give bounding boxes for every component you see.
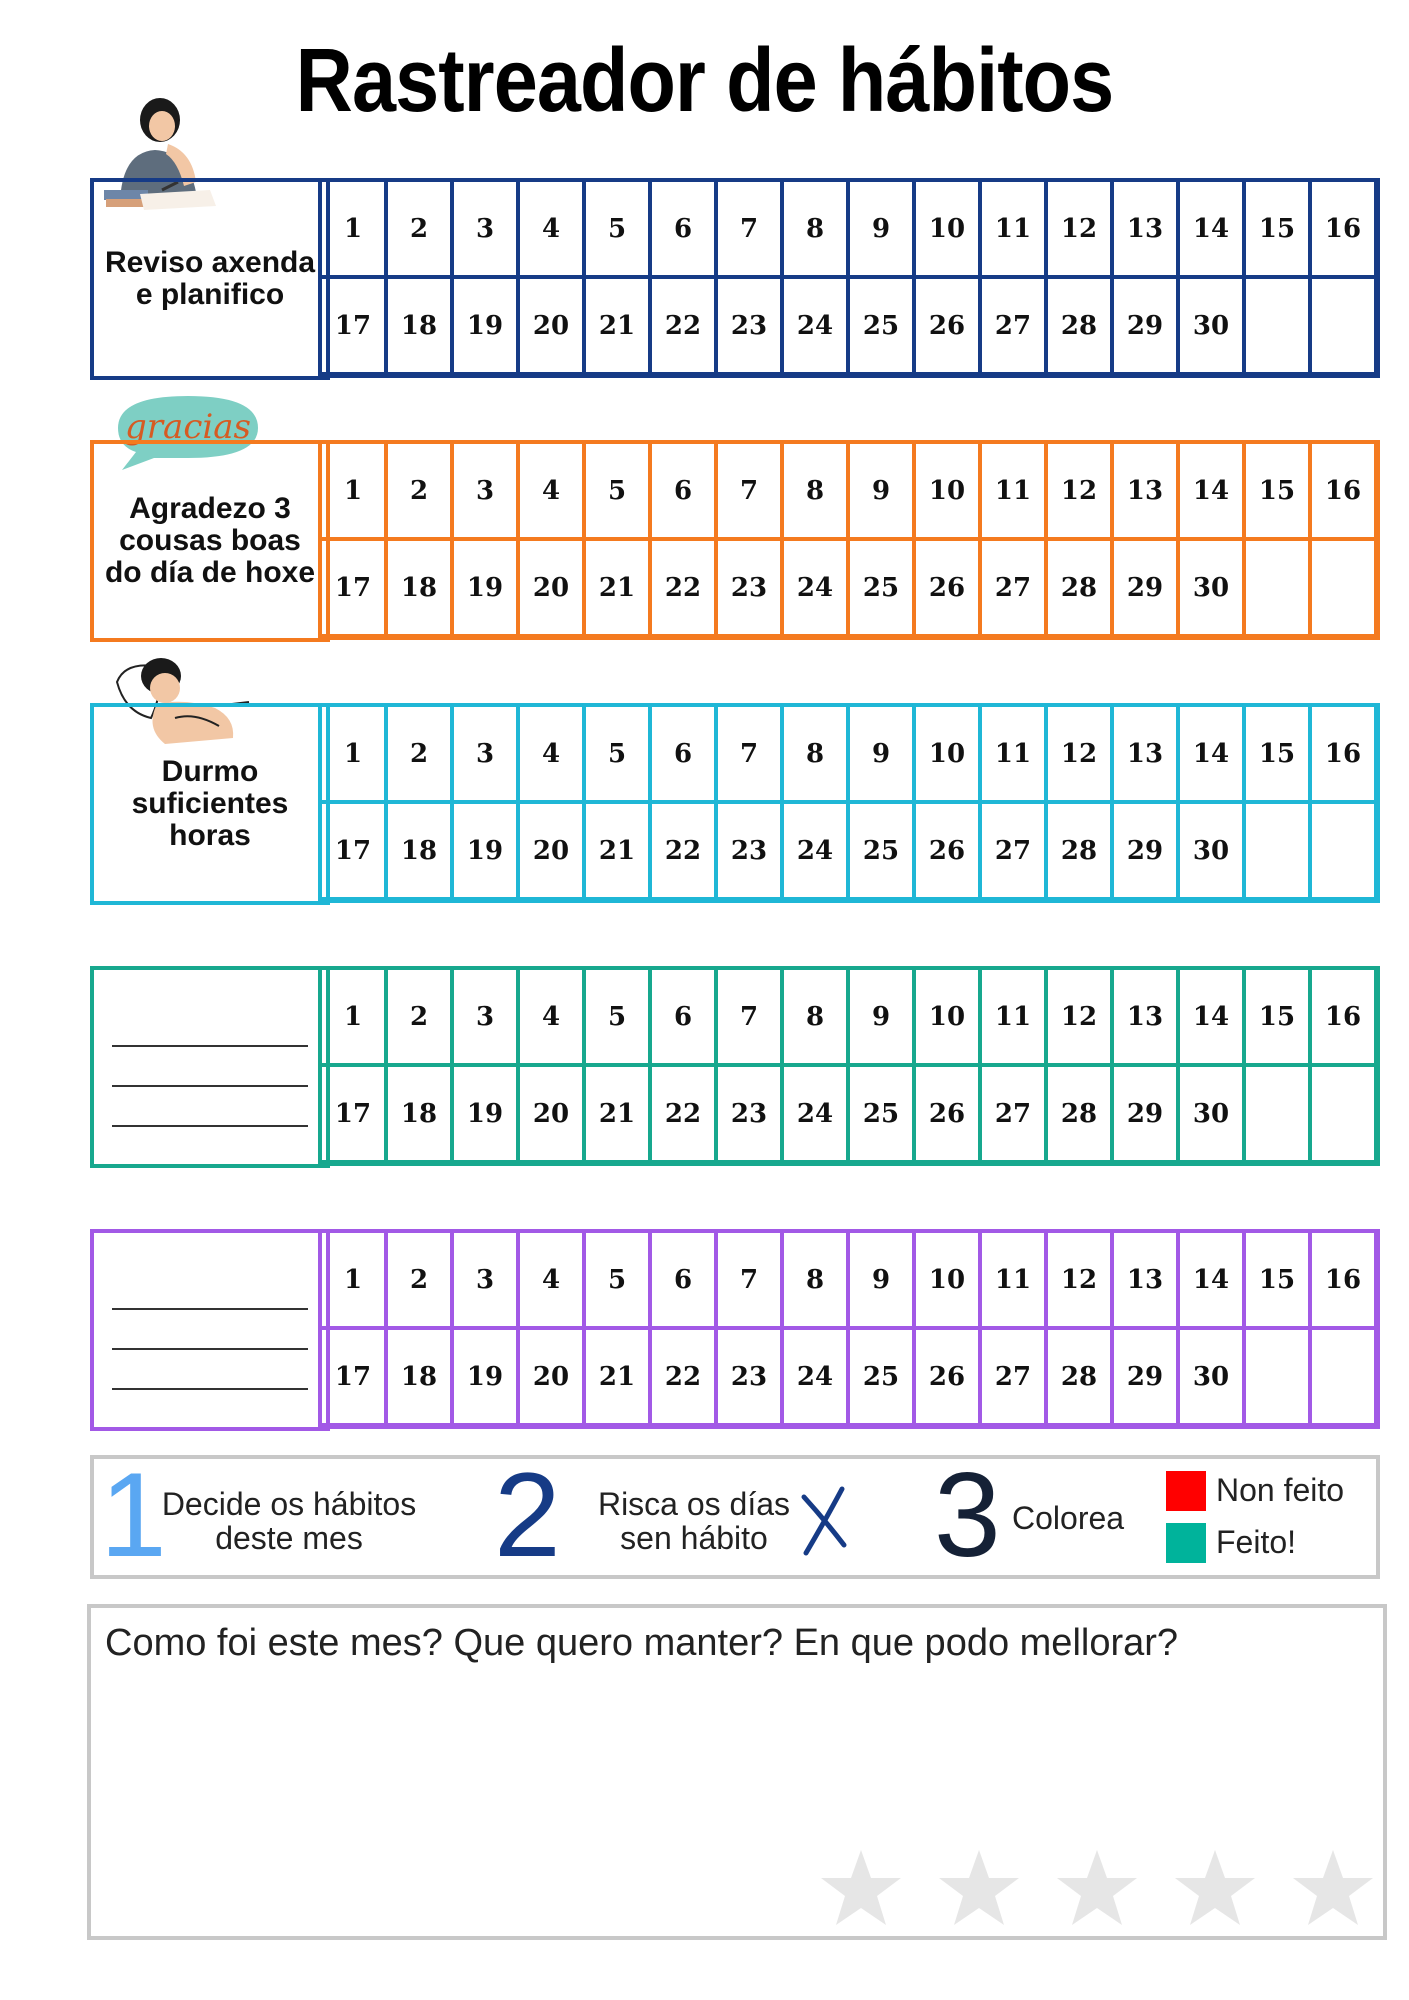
day-cell[interactable]: 26 [916,1330,982,1427]
reflection-question: Como foi este mes? Que quero manter? En que podo mellorar? [105,1622,1179,1664]
habit-tracker-3 [90,703,1380,903]
day-cell[interactable]: 18 [388,279,454,376]
done-swatch [1166,1523,1206,1563]
day-cell[interactable]: 14 [1180,1233,1246,1330]
day-cell[interactable]: 7 [718,970,784,1067]
day-cell[interactable]: 29 [1114,1330,1180,1427]
day-cell[interactable]: 19 [454,279,520,376]
day-cell[interactable]: 14 [1180,444,1246,541]
day-cell[interactable]: 19 [454,541,520,638]
day-cell[interactable]: 11 [982,444,1048,541]
step-1-text: Decide os hábitos deste mes [161,1486,417,1556]
day-cell[interactable]: 25 [850,804,916,901]
day-cell[interactable]: 26 [916,804,982,901]
day-cell[interactable]: 1 [322,1233,388,1330]
day-cell[interactable]: 20 [520,1330,586,1427]
day-cell[interactable]: 3 [454,1233,520,1330]
day-cell[interactable]: 22 [652,804,718,901]
day-cell[interactable] [1312,1330,1378,1427]
star-icon[interactable] [1173,1848,1257,1928]
gracias-text: gracias [125,407,251,447]
day-cell[interactable]: 5 [586,182,652,279]
day-cell[interactable]: 28 [1048,1330,1114,1427]
day-cell[interactable]: 26 [916,1067,982,1164]
day-cell[interactable]: 21 [586,1067,652,1164]
day-cell[interactable]: 11 [982,707,1048,804]
day-cell[interactable]: 12 [1048,182,1114,279]
instructions-legend [90,1448,1380,1582]
day-cell[interactable]: 9 [850,1233,916,1330]
day-cell[interactable]: 27 [982,279,1048,376]
day-cell[interactable]: 6 [652,707,718,804]
day-cell[interactable]: 19 [454,1330,520,1427]
day-grid [318,703,1380,903]
day-cell[interactable]: 30 [1180,1067,1246,1164]
day-grid [318,966,1380,1166]
day-cell[interactable]: 7 [718,707,784,804]
page-title: Rastreador de hábitos [295,31,1114,131]
day-cell[interactable]: 29 [1114,804,1180,901]
day-cell[interactable]: 7 [718,1233,784,1330]
day-cell[interactable]: 25 [850,279,916,376]
day-cell[interactable]: 6 [652,970,718,1067]
day-cell[interactable]: 6 [652,444,718,541]
day-cell[interactable]: 15 [1246,707,1312,804]
day-cell[interactable]: 3 [454,444,520,541]
day-cell[interactable]: 16 [1312,707,1378,804]
day-cell[interactable]: 21 [586,1330,652,1427]
day-cell[interactable]: 30 [1180,541,1246,638]
day-cell[interactable]: 23 [718,804,784,901]
day-cell[interactable]: 14 [1180,707,1246,804]
day-cell[interactable]: 11 [982,182,1048,279]
day-cell[interactable]: 4 [520,182,586,279]
day-cell[interactable]: 24 [784,804,850,901]
day-cell[interactable]: 28 [1048,541,1114,638]
day-cell[interactable]: 20 [520,1067,586,1164]
blank-habit-lines[interactable] [100,1270,320,1390]
day-grid [318,1229,1380,1429]
day-cell[interactable]: 29 [1114,1067,1180,1164]
day-cell[interactable]: 2 [388,970,454,1067]
not-done-label: Non feito [1216,1472,1345,1508]
day-cell[interactable]: 5 [586,444,652,541]
day-cell[interactable]: 25 [850,1067,916,1164]
day-cell[interactable]: 17 [322,1067,388,1164]
day-cell[interactable]: 14 [1180,182,1246,279]
day-cell[interactable]: 12 [1048,1233,1114,1330]
day-cell[interactable]: 6 [652,1233,718,1330]
habit-label-box[interactable] [90,178,330,380]
day-cell[interactable]: 21 [586,279,652,376]
day-cell[interactable]: 3 [454,707,520,804]
day-cell[interactable]: 16 [1312,1233,1378,1330]
day-cell[interactable]: 28 [1048,1067,1114,1164]
day-cell[interactable]: 21 [586,541,652,638]
day-cell[interactable] [1246,541,1312,638]
step-3-number: 3 [934,1448,1001,1582]
habit-label-box[interactable] [90,703,330,905]
day-cell[interactable]: 2 [388,182,454,279]
day-cell[interactable]: 26 [916,541,982,638]
day-cell[interactable]: 8 [784,707,850,804]
day-cell[interactable] [1246,279,1312,376]
day-cell[interactable] [1246,1067,1312,1164]
day-cell[interactable]: 24 [784,279,850,376]
day-cell[interactable]: 24 [784,1330,850,1427]
habit-tracker-5 [90,1229,1380,1429]
day-cell[interactable]: 8 [784,970,850,1067]
day-cell[interactable]: 12 [1048,444,1114,541]
day-cell[interactable]: 8 [784,182,850,279]
day-cell[interactable]: 10 [916,182,982,279]
day-cell[interactable]: 16 [1312,970,1378,1067]
habit-label: Reviso axenda e planifico [104,246,316,311]
day-cell[interactable]: 2 [388,1233,454,1330]
day-cell[interactable]: 22 [652,1330,718,1427]
day-cell[interactable]: 12 [1048,970,1114,1067]
day-cell[interactable]: 5 [586,707,652,804]
day-cell[interactable]: 9 [850,970,916,1067]
day-cell[interactable]: 8 [784,444,850,541]
day-cell[interactable]: 14 [1180,970,1246,1067]
day-cell[interactable]: 15 [1246,1233,1312,1330]
day-cell[interactable]: 20 [520,541,586,638]
day-cell[interactable]: 25 [850,541,916,638]
day-cell[interactable]: 18 [388,804,454,901]
habit-label-box[interactable] [90,966,330,1168]
day-cell[interactable]: 20 [520,804,586,901]
day-cell[interactable]: 27 [982,541,1048,638]
day-cell[interactable]: 19 [454,804,520,901]
rating-stars [819,1848,1375,1928]
day-cell[interactable]: 18 [388,1067,454,1164]
day-cell[interactable] [1312,541,1378,638]
day-cell[interactable] [1312,1067,1378,1164]
day-cell[interactable]: 2 [388,707,454,804]
day-cell[interactable]: 17 [322,541,388,638]
day-cell[interactable]: 18 [388,541,454,638]
day-cell[interactable]: 4 [520,1233,586,1330]
day-cell[interactable]: 17 [322,1330,388,1427]
star-icon[interactable] [937,1848,1021,1928]
day-cell[interactable]: 22 [652,541,718,638]
day-cell[interactable]: 6 [652,182,718,279]
day-cell[interactable]: 15 [1246,444,1312,541]
day-cell[interactable]: 27 [982,1067,1048,1164]
day-cell[interactable]: 30 [1180,804,1246,901]
day-cell[interactable]: 21 [586,804,652,901]
day-cell[interactable]: 7 [718,444,784,541]
day-cell[interactable]: 20 [520,279,586,376]
day-cell[interactable]: 1 [322,707,388,804]
day-cell[interactable]: 13 [1114,707,1180,804]
day-cell[interactable]: 3 [454,970,520,1067]
step-2-text: Risca os días sen hábito [597,1486,791,1556]
day-cell[interactable]: 28 [1048,279,1114,376]
blank-habit-lines[interactable] [100,1007,320,1127]
day-cell[interactable]: 22 [652,279,718,376]
day-cell[interactable]: 10 [916,444,982,541]
day-cell[interactable]: 9 [850,444,916,541]
cross-out-icon [794,1479,854,1559]
day-cell[interactable]: 30 [1180,1330,1246,1427]
day-cell[interactable]: 7 [718,182,784,279]
habit-tracker-4 [90,966,1380,1166]
monthly-reflection-box[interactable] [87,1604,1387,1940]
day-cell[interactable]: 11 [982,970,1048,1067]
day-cell[interactable]: 27 [982,804,1048,901]
day-cell[interactable]: 27 [982,1330,1048,1427]
day-cell[interactable]: 16 [1312,182,1378,279]
done-label: Feito! [1216,1524,1297,1560]
day-cell[interactable]: 28 [1048,804,1114,901]
day-cell[interactable]: 24 [784,1067,850,1164]
day-cell[interactable]: 17 [322,804,388,901]
day-cell[interactable]: 17 [322,279,388,376]
day-cell[interactable]: 23 [718,541,784,638]
day-cell[interactable]: 10 [916,1233,982,1330]
day-cell[interactable] [1246,1330,1312,1427]
day-cell[interactable]: 13 [1114,444,1180,541]
day-cell[interactable] [1246,804,1312,901]
star-icon[interactable] [1055,1848,1139,1928]
day-grid [318,440,1380,640]
day-cell[interactable]: 5 [586,970,652,1067]
day-cell[interactable]: 10 [916,707,982,804]
day-cell[interactable]: 13 [1114,970,1180,1067]
day-cell[interactable]: 4 [520,707,586,804]
day-cell[interactable]: 18 [388,1330,454,1427]
star-icon[interactable] [1291,1848,1375,1928]
day-cell[interactable]: 10 [916,970,982,1067]
day-cell[interactable]: 24 [784,541,850,638]
step-3-text: Colorea [1012,1500,1125,1536]
day-cell[interactable]: 30 [1180,279,1246,376]
habit-label-box[interactable] [90,1229,330,1431]
day-cell[interactable]: 11 [982,1233,1048,1330]
day-cell[interactable]: 16 [1312,444,1378,541]
day-cell[interactable]: 26 [916,279,982,376]
day-cell[interactable]: 23 [718,1330,784,1427]
habit-label-box[interactable] [90,440,330,642]
day-cell[interactable]: 23 [718,1067,784,1164]
day-cell[interactable]: 1 [322,970,388,1067]
day-cell[interactable]: 19 [454,1067,520,1164]
day-cell[interactable]: 1 [322,182,388,279]
day-cell[interactable]: 29 [1114,541,1180,638]
day-cell[interactable]: 2 [388,444,454,541]
habit-label: Durmo suficientes horas [131,755,289,852]
day-cell[interactable] [1312,804,1378,901]
day-cell[interactable]: 13 [1114,182,1180,279]
day-cell[interactable]: 15 [1246,182,1312,279]
star-icon[interactable] [819,1848,903,1928]
not-done-swatch [1166,1471,1206,1511]
day-cell[interactable]: 8 [784,1233,850,1330]
day-cell[interactable]: 9 [850,707,916,804]
day-cell[interactable] [1312,279,1378,376]
day-cell[interactable]: 1 [322,444,388,541]
day-cell[interactable]: 13 [1114,1233,1180,1330]
day-cell[interactable]: 29 [1114,279,1180,376]
day-cell[interactable]: 15 [1246,970,1312,1067]
step-1-number: 1 [100,1448,167,1582]
day-cell[interactable]: 5 [586,1233,652,1330]
day-cell[interactable]: 25 [850,1330,916,1427]
day-cell[interactable]: 23 [718,279,784,376]
day-grid [318,178,1380,378]
day-cell[interactable]: 4 [520,970,586,1067]
habit-tracker-2 [90,440,1380,640]
day-cell[interactable]: 12 [1048,707,1114,804]
habit-label: Agradezo 3 cousas boas do día de hoxe [104,492,316,589]
day-cell[interactable]: 9 [850,182,916,279]
day-cell[interactable]: 4 [520,444,586,541]
habit-tracker-1 [90,178,1380,378]
day-cell[interactable]: 3 [454,182,520,279]
day-cell[interactable]: 22 [652,1067,718,1164]
step-2-number: 2 [494,1448,561,1582]
